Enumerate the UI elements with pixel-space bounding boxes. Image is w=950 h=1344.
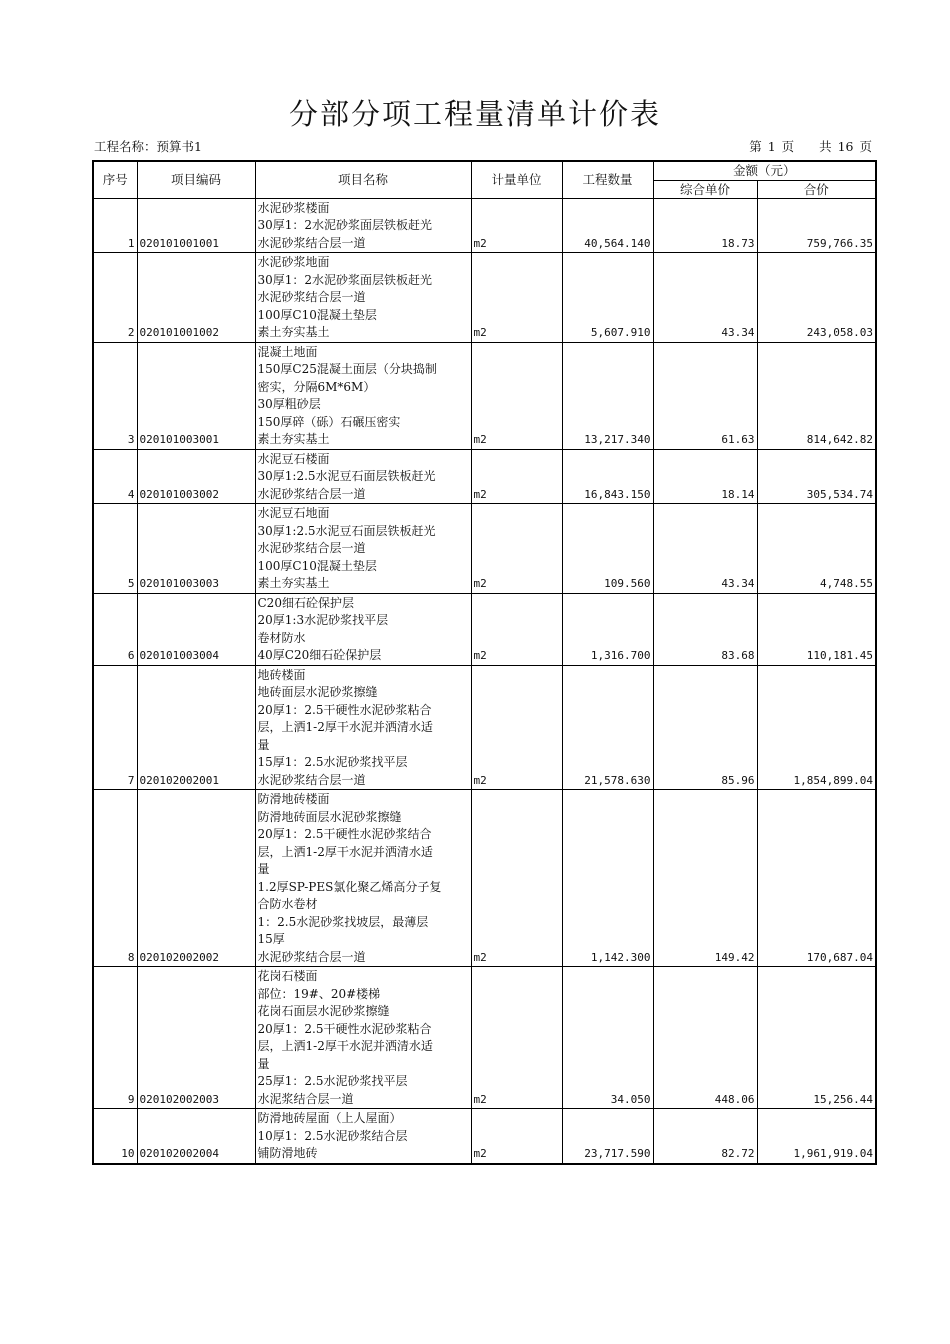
row-total: 110,181.45: [757, 593, 876, 665]
row-total: 1,961,919.04: [757, 1109, 876, 1164]
row-name-line: 花岗石面层水泥砂浆擦缝: [257, 1004, 390, 1018]
row-code: 020101003001: [137, 342, 255, 449]
row-name-line: C20细石砼保护层: [257, 595, 354, 610]
row-name-line: 30厚1:2.5水泥豆石面层铁板赶光: [257, 523, 436, 538]
row-name: [255, 790, 471, 967]
table-row: [93, 790, 876, 967]
table-row: [93, 967, 876, 1109]
row-quantity: 1,316.700: [562, 593, 653, 665]
row-name: [255, 253, 471, 343]
row-quantity: 21,578.630: [562, 665, 653, 790]
row-name-line: 25厚1：2.5水泥砂浆找平层: [257, 1074, 408, 1088]
row-name: [255, 1109, 471, 1164]
row-total: 305,534.74: [757, 449, 876, 504]
row-unit: m2: [471, 1109, 562, 1164]
row-code: 020101001001: [137, 198, 255, 253]
row-unit-price: 149.42: [653, 790, 757, 967]
row-name-line: 100厚C10混凝土垫层: [257, 307, 377, 322]
row-quantity: 34.050: [562, 967, 653, 1109]
row-index: 9: [93, 967, 137, 1109]
row-total: 4,748.55: [757, 504, 876, 594]
row-name-line: 30厚1：2水泥砂浆面层铁板赶光: [257, 272, 433, 287]
row-index: 2: [93, 253, 137, 343]
row-name-line: 水泥砂浆地面: [257, 255, 330, 269]
table-row: [93, 342, 876, 449]
row-name-line: 水泥砂浆结合层一道: [257, 290, 366, 304]
row-name-line: 15厚: [257, 932, 285, 946]
row-name-line: 20厚1：2.5干硬性水泥砂浆粘合: [257, 702, 432, 717]
row-name-line: 150厚C25混凝土面层（分块捣制: [257, 362, 437, 376]
row-unit-price: 18.14: [653, 449, 757, 504]
row-name-line: 水泥砂浆结合层一道: [257, 949, 366, 964]
row-unit: m2: [471, 504, 562, 594]
row-code: 020102002004: [137, 1109, 255, 1164]
row-code: 020102002002: [137, 790, 255, 967]
row-quantity: 109.560: [562, 504, 653, 594]
row-name-line: 15厚1：2.5水泥砂浆找平层: [257, 755, 408, 769]
row-name-line: 水泥砂浆结合层一道: [257, 486, 366, 501]
row-name-line: 水泥豆石楼面: [257, 451, 330, 466]
row-name-line: 素土夯实基土: [257, 325, 330, 339]
table-row: [93, 1109, 876, 1164]
row-name-line: 素土夯实基土: [257, 432, 330, 446]
row-name-line: 水泥砂浆结合层一道: [257, 772, 366, 787]
row-total: 814,642.82: [757, 342, 876, 449]
row-name: [255, 449, 471, 504]
row-total: 15,256.44: [757, 967, 876, 1109]
row-unit: m2: [471, 253, 562, 343]
row-name-line: 水泥砂浆结合层一道: [257, 235, 366, 250]
row-quantity: 40,564.140: [562, 198, 653, 253]
row-name-line: 卷材防水: [257, 630, 306, 645]
row-name-line: 地砖楼面: [257, 667, 306, 682]
row-name-line: 1.2厚SP-PES氯化聚乙烯高分子复: [257, 879, 442, 894]
page-title: 分部分项工程量清单计价表: [288, 97, 661, 131]
row-index: 4: [93, 449, 137, 504]
row-name-line: 素土夯实基土: [257, 576, 330, 590]
row-code: 020102002001: [137, 665, 255, 790]
row-total: 759,766.35: [757, 198, 876, 253]
row-unit: m2: [471, 449, 562, 504]
row-quantity: 16,843.150: [562, 449, 653, 504]
row-total: 170,687.04: [757, 790, 876, 967]
row-name-line: 混凝土地面: [257, 344, 318, 359]
row-name-line: 量: [257, 737, 270, 752]
row-name-line: 合防水卷材: [257, 897, 318, 911]
row-index: 5: [93, 504, 137, 594]
row-name-line: 水泥浆结合层一道: [257, 1091, 354, 1106]
row-name-line: 10厚1：2.5水泥砂浆结合层: [257, 1128, 408, 1143]
row-quantity: 13,217.340: [562, 342, 653, 449]
header-name: 项目名称: [255, 161, 471, 198]
row-index: 1: [93, 198, 137, 253]
row-name-line: 150厚碎（砾）石碾压密实: [257, 414, 401, 429]
row-code: 020102002003: [137, 967, 255, 1109]
row-name-line: 花岗石楼面: [257, 969, 318, 983]
row-unit-price: 43.34: [653, 253, 757, 343]
row-index: 3: [93, 342, 137, 449]
row-name: [255, 198, 471, 253]
row-code: 020101003002: [137, 449, 255, 504]
row-name: [255, 665, 471, 790]
row-name-line: 层，上洒1-2厚干水泥并洒清水适: [257, 844, 433, 859]
row-quantity: 5,607.910: [562, 253, 653, 343]
row-index: 6: [93, 593, 137, 665]
row-name-line: 水泥豆石地面: [257, 506, 330, 520]
row-name-line: 30厚粗砂层: [257, 397, 321, 411]
table-row: [93, 253, 876, 343]
row-unit: m2: [471, 198, 562, 253]
row-unit-price: 43.34: [653, 504, 757, 594]
table-body: [93, 198, 876, 1164]
row-unit-price: 85.96: [653, 665, 757, 790]
row-index: 7: [93, 665, 137, 790]
table-row: [93, 593, 876, 665]
header-index: 序号: [93, 161, 137, 198]
row-name-line: 防滑地砖面层水泥砂浆擦缝: [257, 809, 402, 824]
row-name-line: 密实，分隔6M*6M）: [257, 379, 376, 394]
row-total: 1,854,899.04: [757, 665, 876, 790]
row-code: 020101003004: [137, 593, 255, 665]
page-indicator: 第 1 页 共 16 页: [749, 139, 872, 154]
row-unit-price: 82.72: [653, 1109, 757, 1164]
row-index: 10: [93, 1109, 137, 1164]
row-name-line: 量: [257, 862, 270, 876]
row-name-line: 20厚1:3水泥砂浆找平层: [257, 613, 389, 627]
header-unit-price: 综合单价: [653, 180, 757, 198]
header-code: 项目编码: [137, 161, 255, 198]
row-name: [255, 593, 471, 665]
row-unit-price: 61.63: [653, 342, 757, 449]
bill-table: [92, 160, 877, 1165]
row-name-line: 30厚1：2水泥砂浆面层铁板赶光: [257, 218, 433, 232]
row-name-line: 水泥砂浆结合层一道: [257, 541, 366, 555]
row-code: 020101001002: [137, 253, 255, 343]
row-name-line: 1：2.5水泥砂浆找坡层，最薄层: [257, 914, 429, 929]
row-name-line: 防滑地砖楼面: [257, 792, 330, 806]
row-name-line: 量: [257, 1056, 270, 1071]
row-unit-price: 18.73: [653, 198, 757, 253]
row-name-line: 铺防滑地砖: [257, 1146, 318, 1160]
row-unit-price: 83.68: [653, 593, 757, 665]
row-name-line: 防滑地砖屋面（上人屋面）: [257, 1111, 402, 1125]
row-code: 020101003003: [137, 504, 255, 594]
row-name-line: 地砖面层水泥砂浆擦缝: [257, 685, 378, 699]
row-name: [255, 342, 471, 449]
row-unit: m2: [471, 593, 562, 665]
row-name-line: 100厚C10混凝土垫层: [257, 558, 377, 573]
row-name-line: 30厚1:2.5水泥豆石面层铁板赶光: [257, 469, 436, 483]
header-total: 合价: [757, 180, 876, 198]
row-name: [255, 967, 471, 1109]
table-row: [93, 449, 876, 504]
row-unit-price: 448.06: [653, 967, 757, 1109]
row-name-line: 层，上洒1-2厚干水泥并洒清水适: [257, 1039, 433, 1053]
row-quantity: 1,142.300: [562, 790, 653, 967]
row-quantity: 23,717.590: [562, 1109, 653, 1164]
table-row: [93, 198, 876, 253]
table-row: [93, 665, 876, 790]
table-row: [93, 504, 876, 594]
row-unit: m2: [471, 665, 562, 790]
row-name: [255, 504, 471, 594]
row-name-line: 水泥砂浆楼面: [257, 200, 330, 215]
header-amount: 金额（元）: [653, 161, 876, 180]
row-unit: m2: [471, 342, 562, 449]
row-unit: m2: [471, 967, 562, 1109]
row-name-line: 层，上洒1-2厚干水泥并洒清水适: [257, 720, 433, 734]
row-total: 243,058.03: [757, 253, 876, 343]
row-name-line: 20厚1：2.5干硬性水泥砂浆结合: [257, 827, 432, 841]
row-name-line: 40厚C20细石砼保护层: [257, 648, 382, 662]
row-unit: m2: [471, 790, 562, 967]
row-index: 8: [93, 790, 137, 967]
project-name: 工程名称：预算书1: [94, 139, 202, 154]
row-name-line: 20厚1：2.5干硬性水泥砂浆粘合: [257, 1021, 432, 1036]
row-name-line: 部位：19#、20#楼梯: [257, 986, 381, 1001]
header-unit: 计量单位: [471, 161, 562, 198]
header-quantity: 工程数量: [562, 161, 653, 198]
